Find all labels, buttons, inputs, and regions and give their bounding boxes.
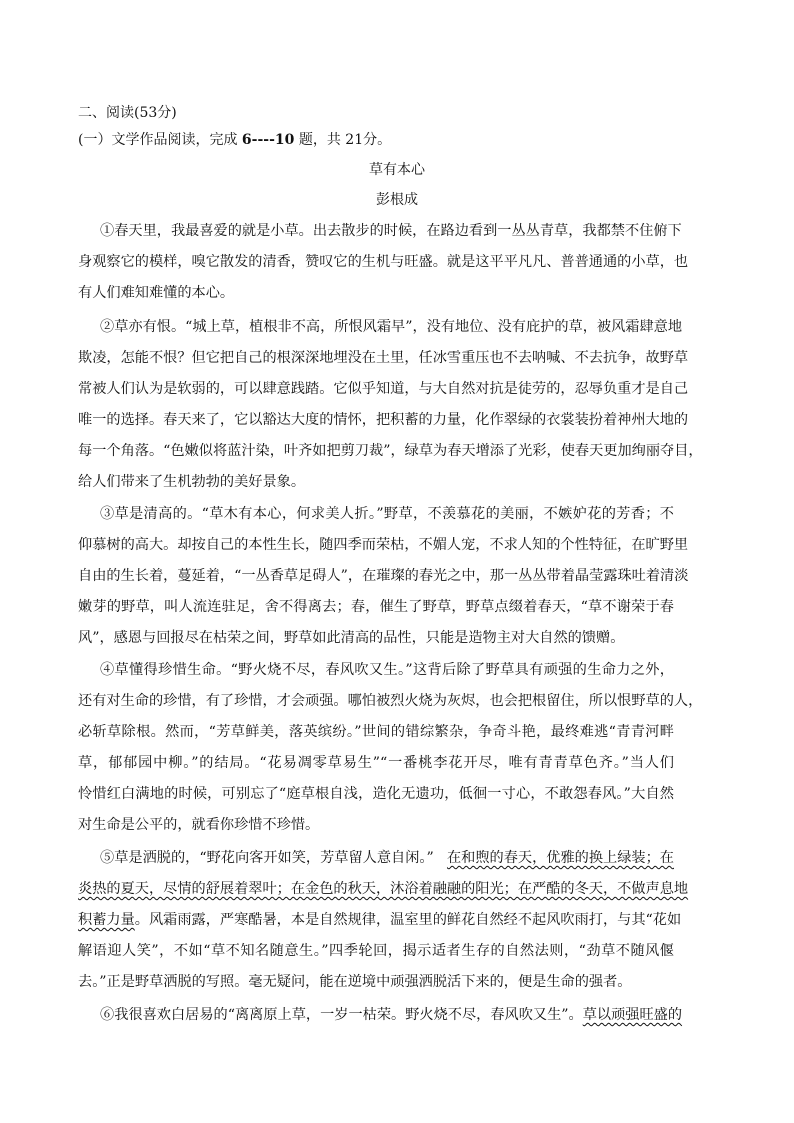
p2-line-4: 唯一的选择。春天来了，它以豁达大度的情怀，把积蓄的力量，化作翠绿的衣裳装扮着神州大地的 [78, 412, 689, 428]
p5-line-1-text: ⑤草是洒脱的，“野花向客开如笑，芳草留人意自闲。” [100, 850, 434, 866]
p6-line-1-text: ⑥我很喜欢白居易的“离离原上草，一岁一枯荣。野火烧不尽，春风吹又生”。 [100, 1007, 583, 1023]
p4-line-2: 还有对生命的珍惜，有了珍惜，才会顽强。哪怕被烈火烧为灰烬，也会把根留住，所以恨野草的人， [78, 693, 703, 709]
p5-line-3-underlined: 积蓄力量 [78, 912, 135, 928]
p4-line-1: ④草懂得珍惜生命。“野火烧不尽，春风吹又生。”这背后除了野草具有顽强的生命力之外， [100, 662, 674, 678]
p4-line-6: 对生命是公平的，就看你珍惜不珍惜。 [78, 817, 320, 833]
p6-line-1-underlined: 草以顽强旺盛的 [582, 1007, 683, 1023]
p3-line-2: 仰慕树的高大。却按自己的本性生长，随四季而荣枯，不媚人宠，不求人知的个性特征，在旷野里 [78, 537, 689, 553]
p5-line-1 [100, 848, 674, 868]
p1-line-1: ①春天里，我最喜爱的就是小草。出去散步的时候，在路边看到一丛丛青草，我都禁不住俯下 [100, 223, 682, 239]
p3-line-5: 风”，感恩与回报尽在枯荣之间，野草如此清高的品性，只能是造物主对大自然的馈赠。 [78, 630, 625, 646]
p5-line-4: 解语迎人笑”，不如“草不知名随意生。”四季轮回，揭示适者生存的自然法则，“劲草不随风偃 [78, 943, 674, 959]
p3-line-3: 自由的生长着，蔓延着，“一丛香草足碍人”，在璀璨的春光之中，那一丛丛带着晶莹露珠吐着清淡 [78, 568, 689, 584]
subsection-heading [78, 130, 391, 150]
p2-line-5: 每一个角落。“色嫩似将蓝汁染，叶齐如把剪刀裁”，绿草为春天增添了光彩，使春天更加绚丽夺目， [78, 443, 703, 459]
p4-line-5: 怜惜红白满地的时候，可别忘了“庭草根自浅，造化无遗功，低徊一寸心，不敢怨春风。”大自然 [78, 786, 674, 802]
p5-line-2-underlined: 炎热的夏天，尽情的舒展着翠叶；在金色的秋天，沐浴着融融的阳光；在严酷的冬天，不做声息地 [78, 881, 689, 897]
p4-line-3: 必斩草除根。然而，“芳草鲜美，落英缤纷。”世间的错综繁杂，争奇斗艳，最终难逃“青青河畔 [78, 724, 674, 740]
p5-line-3 [78, 910, 682, 930]
p1-line-2: 身观察它的模样，嗅它散发的清香，赞叹它的生机与旺盛。就是这平平凡凡、普普通通的小草，也 [78, 254, 689, 270]
p3-line-4: 嫩芽的野草，叫人流连驻足，舍不得离去；春，催生了野草，野草点缀着春天，“草不谢荣于春 [78, 599, 674, 615]
p2-line-6: 给人们带来了生机勃勃的美好景象。 [78, 474, 306, 490]
p2-line-3: 常被人们认为是软弱的，可以肆意践踏。它似乎知道，与大自然对抗是徒劳的，忍辱负重才是自己 [78, 381, 689, 397]
p5-line-3-text: 。风霜雨露，严寒酷暑，本是自然规律，温室里的鲜花自然经不起风吹雨打，与其“花如 [134, 912, 682, 928]
subsection-prefix: (一）文学作品阅读，完成 [78, 132, 242, 148]
subsection-suffix: 题，共 21分。 [294, 132, 392, 148]
article-title: 草有本心 [369, 162, 425, 178]
question-range: 6----10 [241, 132, 295, 148]
p5-line-5: 去。”正是野草洒脱的写照。毫无疑问，能在逆境中顽强洒脱活下来的，便是生命的强者。 [78, 974, 632, 990]
p6-line-1 [100, 1005, 683, 1025]
section-heading: 二、阅读(53分) [78, 105, 177, 121]
article-author: 彭根成 [376, 192, 418, 208]
p2-line-2: 欺凌，怎能不恨？但它把自己的根深深地埋没在土里，任冰雪重压也不去呐喊、不去抗争，故野草 [78, 350, 689, 366]
p2-line-1: ②草亦有恨。“城上草，植根非不高，所恨风霜早”，没有地位、没有庇护的草，被风霜肆意地 [100, 319, 683, 335]
p4-line-4: 草，郁郁园中柳。”的结局。“花易凋零草易生”“一番桃李花开尽，唯有青青草色齐。”当人们 [78, 755, 674, 771]
p1-line-3: 有人们难知难懂的本心。 [78, 285, 235, 301]
p3-line-1: ③草是清高的。“草木有本心，何求美人折。”野草，不羡慕花的美丽，不嫉妒花的芳香；不 [100, 506, 674, 522]
p5-line-1-underlined: 在和煦的春天，优雅的换上绿装；在 [446, 850, 674, 866]
